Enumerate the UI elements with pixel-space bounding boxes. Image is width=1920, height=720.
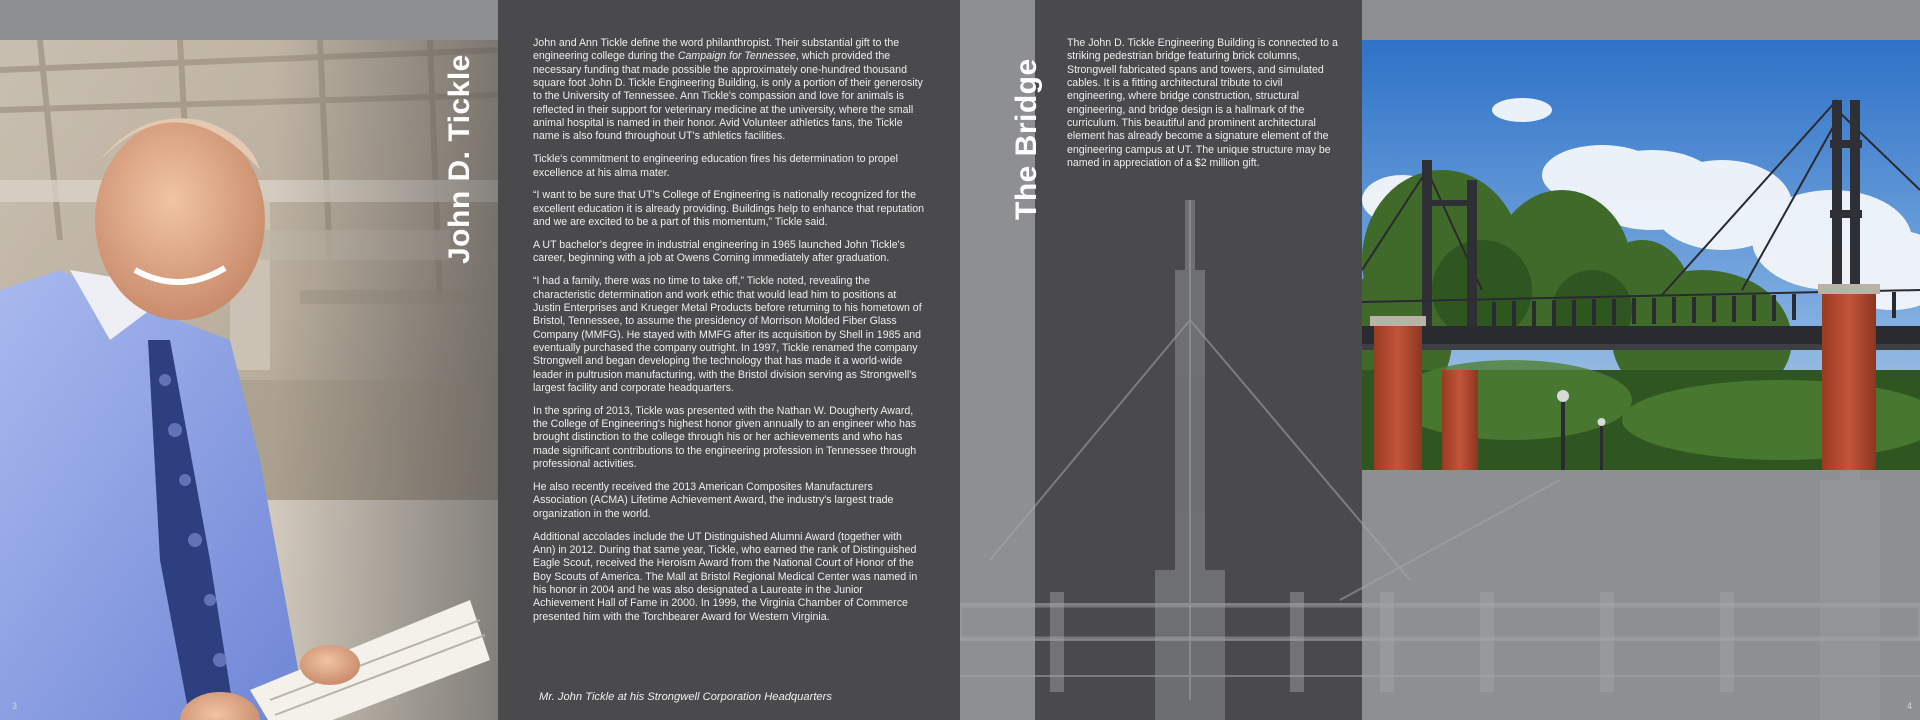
bridge-photo: [1362, 40, 1920, 470]
paragraph: “I had a family, there was no time to take off,” Tickle noted, revealing the characteristic determination and work ethic that would lead him to positions at Justin Enterprises and Krueger Metal Products before returning to his hometown of Bristol, Tennessee, to assume the presidency of Morrison Molded Fiber Glass Company (MMFG). He stayed with MMFG after its acquisition by Shell in 1985 and eventually purchased the company outright. In 1997, Tickle renamed the company Strongwell and began developing the technology that has made it a world-wide leader in pultrusion manufacturing, with the Bristol division serving as Strongwell's largest facility and corporate headquarters.: [533, 275, 922, 394]
photo-caption: Mr. John Tickle at his Strongwell Corporation Headquarters: [539, 691, 832, 703]
left-body-text: [533, 37, 925, 633]
paragraph: In the spring of 2013, Tickle was presented with the Nathan W. Dougherty Award, the College of Engineering's highest honor given annually to an engineer who has brought distinction to the college through his or her achievements and who has made significant contributions to the engineering profession in Tennessee through professional activities.: [533, 404, 917, 471]
paragraph: The John D. Tickle Engineering Building is connected to a striking pedestrian bridge featuring brick columns, Strongwell fabricated spans and towers, and simulated cables. It is a fitting architectural tribute to civil engineering, where bridge construction, structural engineering, and bridge design is a hallmark of the curriculum. This beautiful and prominent architectural element has already become a signature element of the engineering campus at UT. The unique structure may be named in appreciation of a $2 million gift.: [1067, 37, 1338, 170]
paragraph: John and Ann Tickle define the word philanthropist. Their substantial gift to the engineering college during the Campaign for Tennessee, which provided the necessary funding that made possible the approximately one-hundred thousand square foot John D. Tickle Engineering Building, is only a portion of their generosity to the University of Tennessee. Ann Tickle's compassion and love for animals is reflected in their support for veterinary medicine at the university, where the small animal hospital is named in their honor. Avid Volunteer athletics fans, the Tickle name is also found throughout UT's athletics facilities.: [533, 37, 923, 143]
paragraph: “I want to be sure that UT's College of Engineering is nationally recognized for the excellent education it is already providing. Buildings help to enhance that reputation and we are excited to be a part of this momentum,” Tickle said.: [533, 189, 925, 229]
paragraph: Additional accolades include the UT Distinguished Alumni Award (together with Ann) in 2012. During that same year, Tickle, who earned the rank of Distinguished Eagle Scout, received the Heroism Award from the National Court of Honor of the Boy Scouts of America. The Mall at Bristol Regional Medical Center was named in his honor in 2004 and he was also designated a Laureate in the Junior Achievement Hall of Fame in 2000. In 1999, the Virginia Chamber of Commerce presented him with the Torchbearer Award for Western Virginia.: [533, 530, 918, 623]
page-number-right: 4: [1906, 701, 1912, 711]
right-body-text: [1067, 37, 1339, 180]
portrait-photo: [0, 40, 498, 720]
page-number-left: 3: [12, 701, 18, 711]
paragraph: He also recently received the 2013 American Composites Manufacturers Association (ACMA) Lifetime Achievement Award, the industry's largest trade organization in the world.: [533, 480, 894, 520]
paragraph: A UT bachelor's degree in industrial engineering in 1965 launched John Tickle's career, beginning with a job at Owens Corning immediately after graduation.: [533, 238, 905, 265]
paragraph: Tickle's commitment to engineering education fires his determination to propel excellence at his alma mater.: [533, 153, 898, 179]
